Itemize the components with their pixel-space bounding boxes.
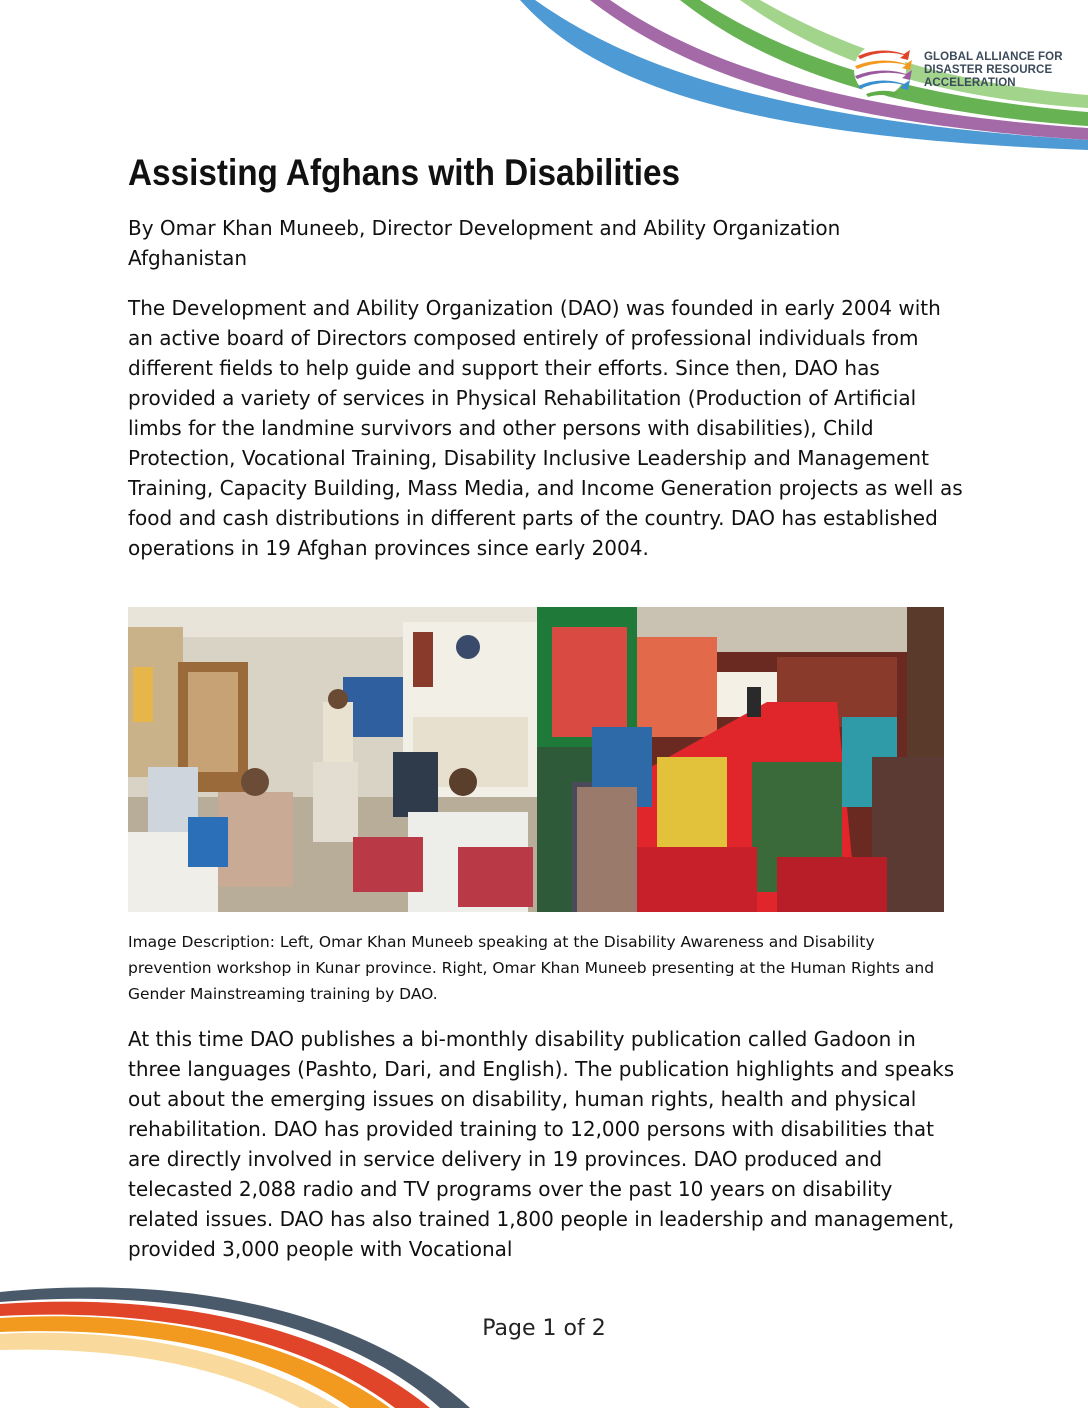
logo-wordmark [924,51,1063,90]
article-byline: By Omar Khan Muneeb, Director Development and Ability Organization Afghanistan [128,216,841,270]
organization-logo [850,38,1063,102]
training-photo-right [537,607,944,912]
article-title: Assisting Afghans with Disabilities [128,152,681,193]
globe-arrows-logo-icon [850,38,914,102]
logo-line-3: ACCELERATION [924,76,1016,89]
page-number: Page 1 of 2 [482,1316,606,1341]
article-paragraph-2: At this time DAO publishes a bi-monthly disability publication called Gadoon in three languages (Pashto, Dari, and English). The publication highlights and speaks out about the emerging issues on disability, human rights, health and physical rehabilitation. DAO has provided training to 12,000 persons with disabilities that are directly involved in service delivery in 19 provinces. DAO produced and telecasted 2,088 radio and TV programs over the past 10 years on disability related issues. DAO has also trained 1,800 people in leadership and management, provided 3,000 people with Vocational [128,1027,955,1261]
image-caption: Image Description: Left, Omar Khan Muneeb speaking at the Disability Awareness and Disability prevention workshop in Kunar province. Right, Omar Khan Muneeb presenting at the Human Rights and Gender Mainstreaming training by DAO. [128,933,935,1003]
logo-line-1: GLOBAL ALLIANCE FOR [924,50,1063,63]
article-paragraph-1: The Development and Ability Organization (DAO) was founded in early 2004 with an active board of Directors composed entirely of professional individuals from different fields to help guide and support their efforts. Since then, DAO has provided a variety of services in Physical Rehabilitation (Production of Artificial limbs for the landmine survivors and other persons with disabilities), Child Protection, Vocational Training, Disability Inclusive Leadership and Management Training, Capacity Building, Mass Media, and Income Generation projects as well as food and cash distributions in different parts of the country. DAO has established operations in 19 Afghan provinces since early 2004. [128,296,963,560]
workshop-photo-left [128,607,537,912]
logo-line-2: DISASTER RESOURCE [924,63,1053,76]
photo-pair [128,607,944,912]
